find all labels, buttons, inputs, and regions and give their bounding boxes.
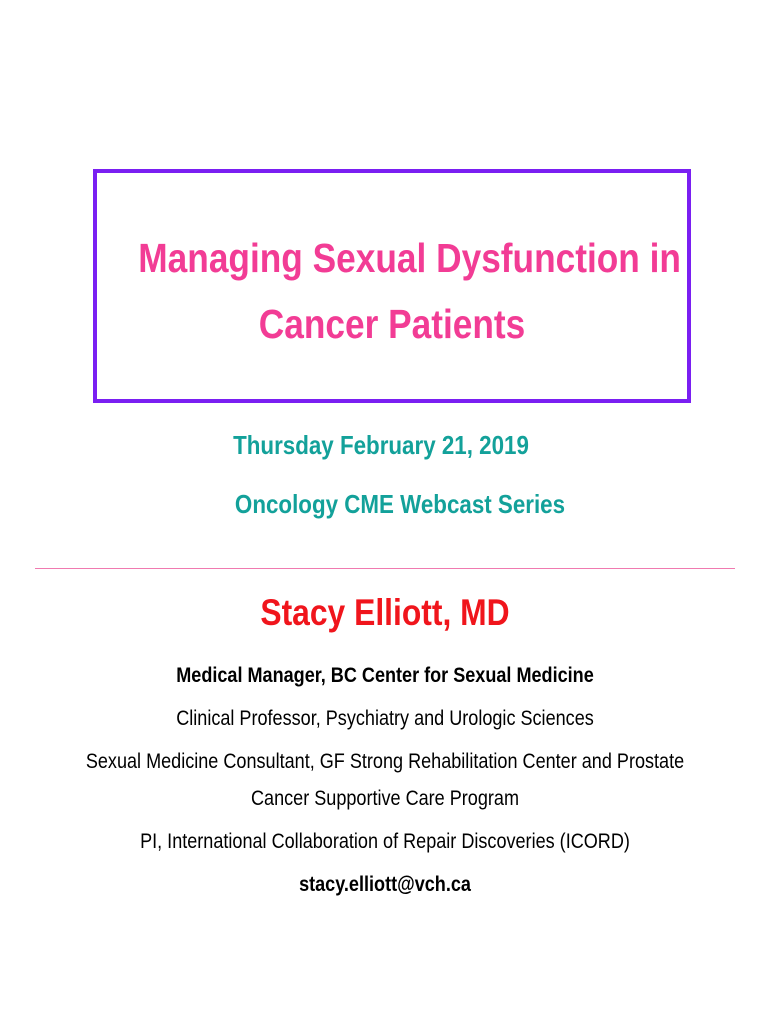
- presenter-name: Stacy Elliott, MD: [260, 592, 510, 633]
- presenter-role-3-line-2: Cancer Supportive Care Program: [250, 787, 519, 810]
- event-date: Thursday February 21, 2019: [233, 430, 529, 460]
- presenter-email[interactable]: stacy.elliott@vch.ca: [299, 873, 471, 896]
- presenter-role-3-line-1: Sexual Medicine Consultant, GF Strong Rehabilitation Center and Prostate: [85, 750, 685, 773]
- presenter-role-2: Clinical Professor, Psychiatry and Urologic Sciences: [176, 707, 594, 730]
- page-title: [138, 225, 681, 357]
- title-line-1: Managing Sexual Dysfunction in: [138, 235, 681, 281]
- event-series: Oncology CME Webcast Series: [234, 489, 566, 519]
- title-line-2: Cancer Patients: [258, 301, 526, 347]
- presenter-role-primary: Medical Manager, BC Center for Sexual Medicine: [176, 664, 594, 687]
- presenter-role-4: PI, International Collaboration of Repair Discoveries (ICORD): [140, 830, 630, 853]
- divider: [35, 568, 735, 569]
- title-box: [93, 169, 691, 403]
